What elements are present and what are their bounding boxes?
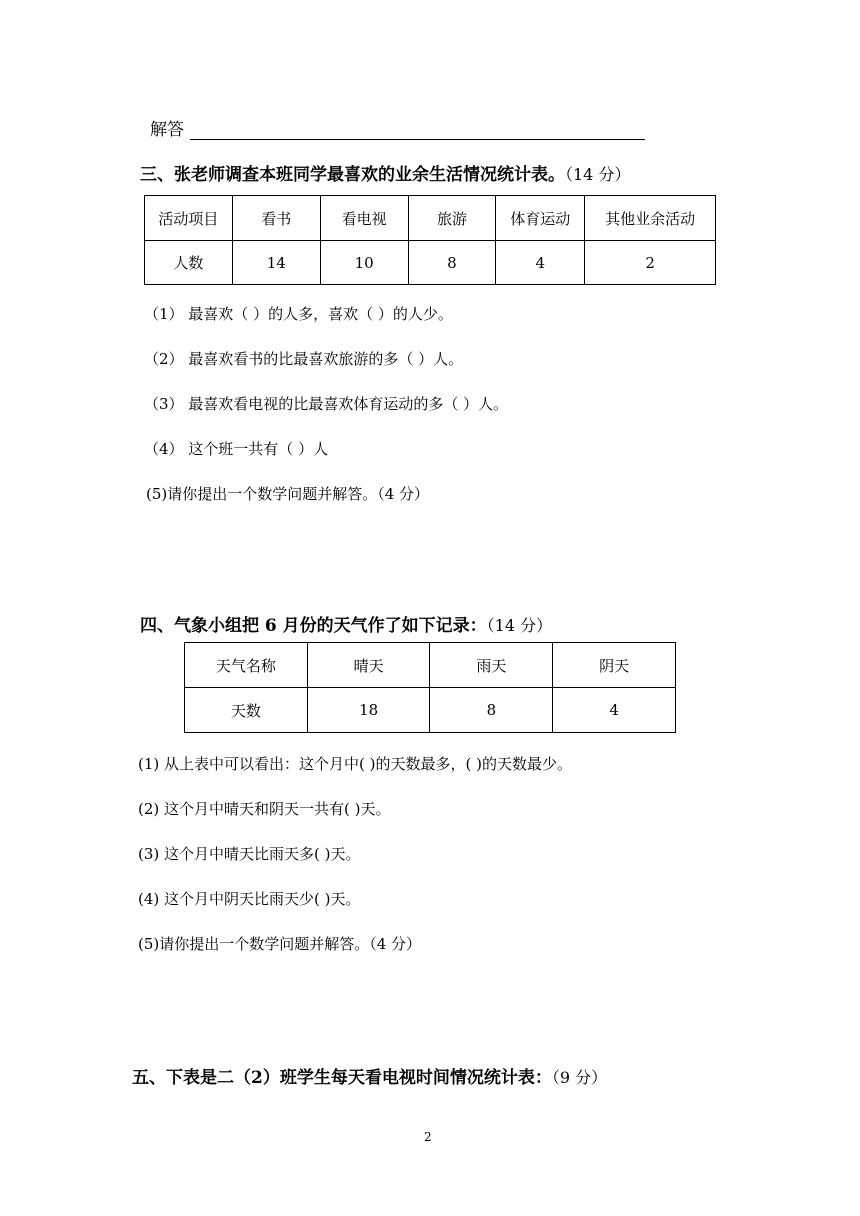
table-cell: 天气名称 bbox=[185, 643, 308, 688]
table-cell: 10 bbox=[320, 241, 408, 285]
table-cell: 看书 bbox=[232, 196, 320, 241]
section3-table bbox=[144, 195, 716, 285]
table-cell: 天数 bbox=[185, 688, 308, 733]
table-cell: 4 bbox=[496, 241, 585, 285]
table-cell: 旅游 bbox=[408, 196, 496, 241]
answer-underline[interactable] bbox=[190, 139, 645, 140]
section4-question-1: (1) 从上表中可以看出：这个月中( )的天数最多，( )的天数最少。 bbox=[138, 755, 572, 773]
table-cell: 体育运动 bbox=[496, 196, 585, 241]
section4-heading bbox=[140, 615, 552, 637]
table-cell: 4 bbox=[553, 688, 676, 733]
section3-question-3: （3） 最喜欢看电视的比最喜欢体育运动的多（ ）人。 bbox=[144, 395, 509, 413]
page-number: 2 bbox=[424, 1130, 432, 1144]
section4-title: 四、气象小组把 6 月份的天气作了如下记录： bbox=[140, 616, 487, 636]
section4-table bbox=[184, 642, 676, 733]
section3-table-header-row bbox=[145, 196, 716, 241]
answer-label: 解答 bbox=[150, 120, 184, 140]
table-cell: 活动项目 bbox=[145, 196, 233, 241]
section4-question-4: (4) 这个月中阴天比雨天少( )天。 bbox=[138, 890, 361, 908]
section5-title: 五、下表是二（2）班学生每天看电视时间情况统计表： bbox=[132, 1068, 552, 1088]
section3-table-data-row bbox=[145, 241, 716, 285]
section4-table-data-row bbox=[185, 688, 676, 733]
section5-points: （9 分） bbox=[551, 1068, 608, 1087]
table-cell: 人数 bbox=[145, 241, 233, 285]
section4-question-5: (5)请你提出一个数学问题并解答。（4 分） bbox=[138, 935, 422, 953]
section4-question-2: (2) 这个月中晴天和阴天一共有( )天。 bbox=[138, 800, 391, 818]
section4-table-header-row bbox=[185, 643, 676, 688]
table-cell: 18 bbox=[307, 688, 430, 733]
section3-question-1: （1） 最喜欢（ ）的人多，喜欢（ ）的人少。 bbox=[144, 305, 453, 323]
section4-points: （14 分） bbox=[486, 616, 553, 635]
section3-question-5: (5)请你提出一个数学问题并解答。（4 分） bbox=[146, 485, 430, 503]
table-cell: 8 bbox=[430, 688, 553, 733]
section3-heading bbox=[140, 164, 630, 186]
table-cell: 雨天 bbox=[430, 643, 553, 688]
section3-points: （14 分） bbox=[565, 165, 631, 184]
table-cell: 8 bbox=[408, 241, 496, 285]
section3-question-4: （4） 这个班一共有（ ）人 bbox=[144, 440, 329, 458]
table-cell: 其他业余活动 bbox=[585, 196, 716, 241]
section3-title: 三、张老师调查本班同学最喜欢的业余生活情况统计表。 bbox=[140, 165, 565, 185]
table-cell: 14 bbox=[232, 241, 320, 285]
table-cell: 阴天 bbox=[553, 643, 676, 688]
table-cell: 看电视 bbox=[320, 196, 408, 241]
table-cell: 晴天 bbox=[307, 643, 430, 688]
section5-heading bbox=[132, 1067, 607, 1089]
section3-question-2: （2） 最喜欢看书的比最喜欢旅游的多（ ）人。 bbox=[144, 350, 464, 368]
section4-question-3: (3) 这个月中晴天比雨天多( )天。 bbox=[138, 845, 361, 863]
table-cell: 2 bbox=[585, 241, 716, 285]
